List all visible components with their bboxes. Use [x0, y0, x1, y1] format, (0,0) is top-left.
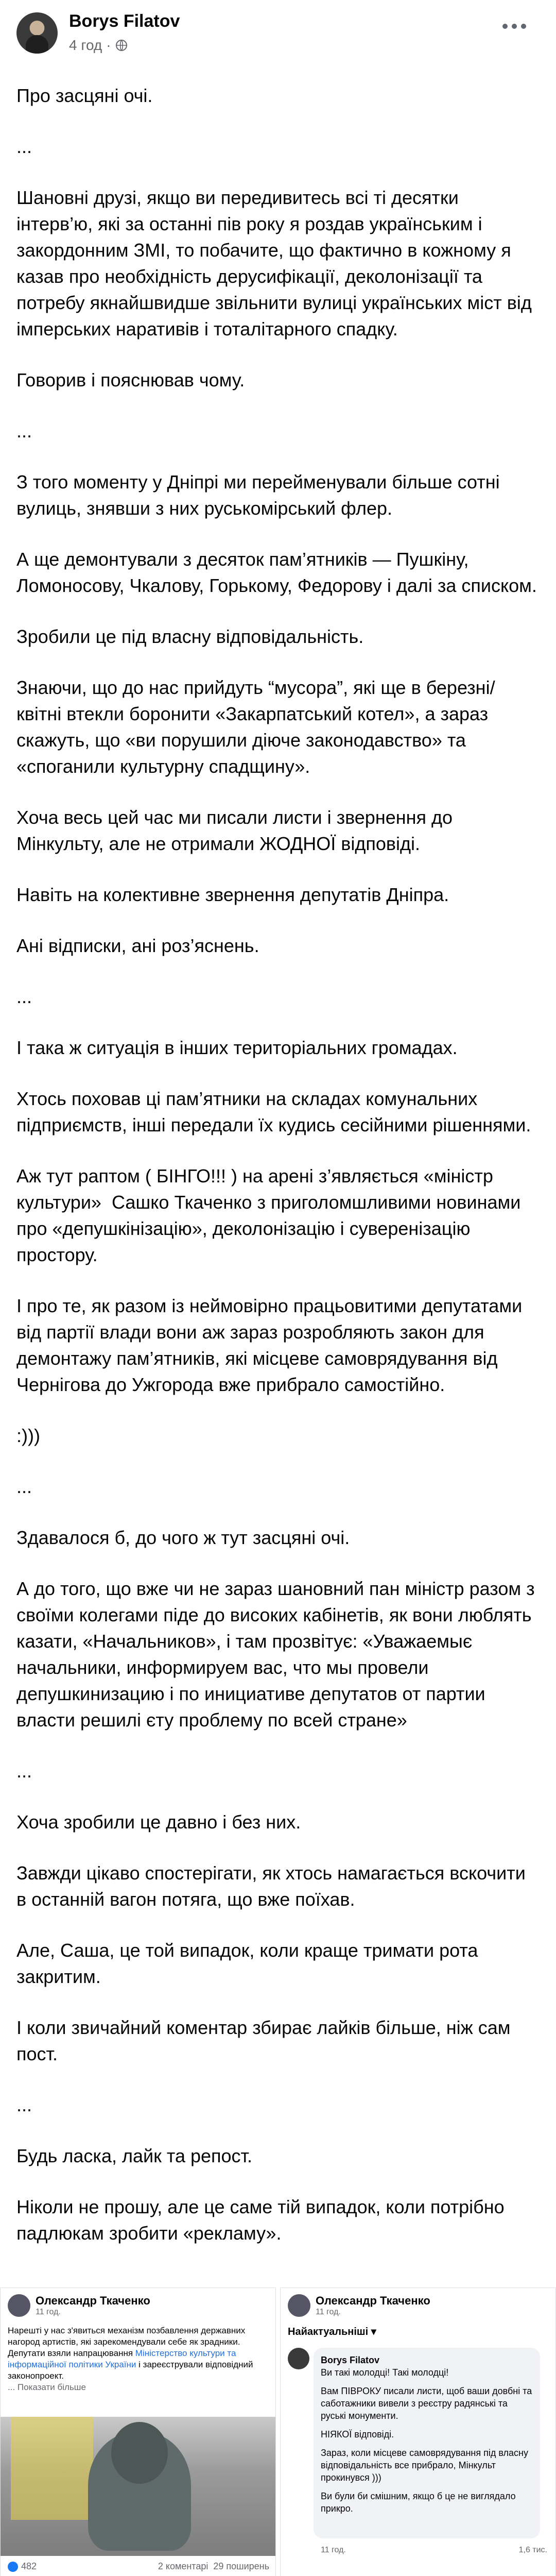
comment-line: НІЯКОЇ відповіді. [321, 2429, 394, 2439]
post-paragraph: Завжди цікаво спостерігати, як хтось намагається вскочити в останній вагон потяга, що вже поїхав. [16, 1862, 531, 1910]
post-paragraph: Ані відписки, ані роз’яснень. [16, 935, 259, 956]
screenshot-comment[interactable] [280, 2287, 556, 2576]
mini-text-part1: Нарешті у нас з'явиться механізм позбавлення державних нагород артистів, які зарекомендували себе як зрадники. Депутати взяли напрацювання [8, 2326, 246, 2358]
comment-bubble [314, 2348, 540, 2538]
mini-time: 11 год. [36, 2308, 61, 2316]
post-images[interactable] [0, 2287, 556, 2576]
mini-text-part2: і зареєстрували відповідний законопроект. [8, 2360, 253, 2381]
post-paragraph: Хтось поховав ці пам’ятники на складах комунальних підприємств, інші передали їх кудись сесійними рішеннями. [16, 1088, 531, 1136]
mini-footer [8, 2561, 269, 2572]
post-paragraph: Аж тут раптом ( БІНГО!!! ) на арені з’являється «міністр культури» Сашко Ткаченко з приголомшливими новинами про «депушкінізацію», деколонізацію і суверенізацію простору. [16, 1165, 526, 1265]
post-paragraph: ... [16, 986, 32, 1007]
post-paragraph: Але, Саша, це той випадок, коли краще тримати рота закритим. [16, 1940, 483, 1987]
post-paragraph: Ніколи не прошу, але це саме тій випадок, коли потрібно падлюкам зробити «рекламу». [16, 2196, 510, 2244]
dot-separator: · [106, 37, 111, 53]
post-paragraph: Говорив і пояснював чому. [16, 369, 245, 391]
mini-header-right [288, 2294, 430, 2317]
post-paragraph: І про те, як разом із неймовірно працьовитими депутатами від партії влади вони аж зараз розробляють закон для демонтажу пам’ятників, які місцеве самоврядування від Чернігова до Ужгорода вже прибрало самостійно. [16, 1295, 528, 1395]
post-paragraph: З того моменту у Дніпрі ми перейменували більше сотні вулиць, знявши з них руськомірський флер. [16, 471, 505, 519]
mini-comments: 2 коментарі [158, 2561, 208, 2571]
post-paragraph: Зробили це під власну відповідальність. [16, 626, 364, 647]
author-name[interactable]: Borys Filatov [69, 11, 180, 31]
post-paragraph: Шановні друзі, якщо ви передивитесь всі ті десятки інтерв’ю, які за останні пів року я роздав українським і закордонним ЗМІ, то побачите, що фактично в кожному я казав про необхідність дерусифікації, деколонізації та потребу якнайшвидше звільнити вулиці українських міст від імперських наративів і тоталітарного спадку. [16, 187, 537, 340]
post-paragraph: Знаючи, що до нас прийдуть “мусора”, які ще в березні/квітні втекли боронити «Закарпатський котел», а зараз скажуть, що «ви порушили діюче законодавство» та «споганили культурну спадщину». [16, 677, 495, 777]
comment-likes: 1,6 тис. [518, 2546, 547, 2554]
comment-avatar [288, 2348, 309, 2369]
post-body [16, 82, 540, 2271]
mini-likes: 482 [21, 2561, 37, 2571]
screenshot-minister-post[interactable] [0, 2287, 276, 2576]
post-paragraph: А ще демонтували з десяток пам’ятників — Пушкіну, Ломоносову, Чкалову, Горькому, Федорову і далі за списком. [16, 549, 537, 596]
post-paragraph: ... [16, 2094, 32, 2115]
mini-author: Олександр Ткаченко [36, 2294, 150, 2307]
comment-line: Вам ПІВРОКУ писали листи, щоб ваши довбні та саботажники вивели з реєстру радянські та руські монументи. [321, 2386, 532, 2421]
post-meta [69, 37, 128, 54]
statue-photo [1, 2417, 276, 2556]
post-paragraph: ... [16, 136, 32, 157]
comment-footer [321, 2546, 547, 2555]
more-options-icon[interactable] [502, 19, 533, 34]
post-paragraph: ... [16, 1760, 32, 1782]
mini-link: Міністерство культури та інформаційної політики України [8, 2348, 236, 2369]
post-paragraph: Про засцяні очі. [16, 85, 153, 106]
mini-author-right: Олександр Ткаченко [316, 2294, 430, 2307]
post-paragraph: І коли звичайний коментар збирає лайків більше, ніж сам пост. [16, 2017, 516, 2064]
mini-show-more: ... Показати більше [8, 2382, 86, 2392]
mini-avatar-right [288, 2294, 310, 2317]
post-time[interactable]: 4 год [69, 37, 102, 53]
mini-post-text [8, 2325, 265, 2393]
comment-line: Ви такі молодці! Такі молодці! [321, 2367, 449, 2378]
mini-shares: 29 поширень [213, 2561, 269, 2571]
post-paragraph: ... [16, 420, 32, 442]
globe-icon [115, 39, 128, 52]
comment-line: Ви були би смішним, якщо б це не виглядало прикро. [321, 2491, 516, 2514]
post-paragraph: ... [16, 1476, 32, 1497]
post-header [0, 0, 556, 72]
comment-time: 11 год. [321, 2546, 346, 2554]
post-paragraph: Хоча весь цей час ми писали листи і звернення до Мінкульту, але не отримали ЖОДНОЇ відповіді. [16, 807, 458, 854]
mini-time-right: 11 год. [316, 2308, 341, 2316]
author-avatar[interactable] [16, 12, 58, 54]
mini-header [8, 2294, 150, 2317]
post-paragraph: І така ж ситуація в інших територіальних громадах. [16, 1037, 458, 1058]
post-paragraph: Навіть на колективне звернення депутатів Дніпра. [16, 884, 449, 905]
mini-avatar [8, 2294, 30, 2317]
post-paragraph: А до того, що вже чи не зараз шановний пан міністр разом з своїми колегами піде до високих кабінетів, як вони люблять казати, «Начальников», і там прозвітує: «Уважаемыє начальники, информируем вас, что мы провели депушкинизацию і по инициативе депутатов от партии власти решилі єту проблему по всей стране» [16, 1578, 540, 1731]
comment-author: Borys Filatov [321, 2355, 380, 2365]
like-badge-icon [8, 2562, 18, 2572]
post-paragraph: Здавалося б, до чого ж тут засцяні очі. [16, 1527, 350, 1548]
post-paragraph: :))) [16, 1425, 40, 1446]
comment-sort: Найактуальніші ▾ [288, 2326, 376, 2337]
post-paragraph: Хоча зробили це давно і без них. [16, 1811, 301, 1833]
comment-line: Зараз, коли місцеве самоврядування під власну відповідальність все прибрало, Мінкульт прокинувся ))) [321, 2448, 528, 2483]
post-paragraph: Будь ласка, лайк та репост. [16, 2145, 253, 2166]
